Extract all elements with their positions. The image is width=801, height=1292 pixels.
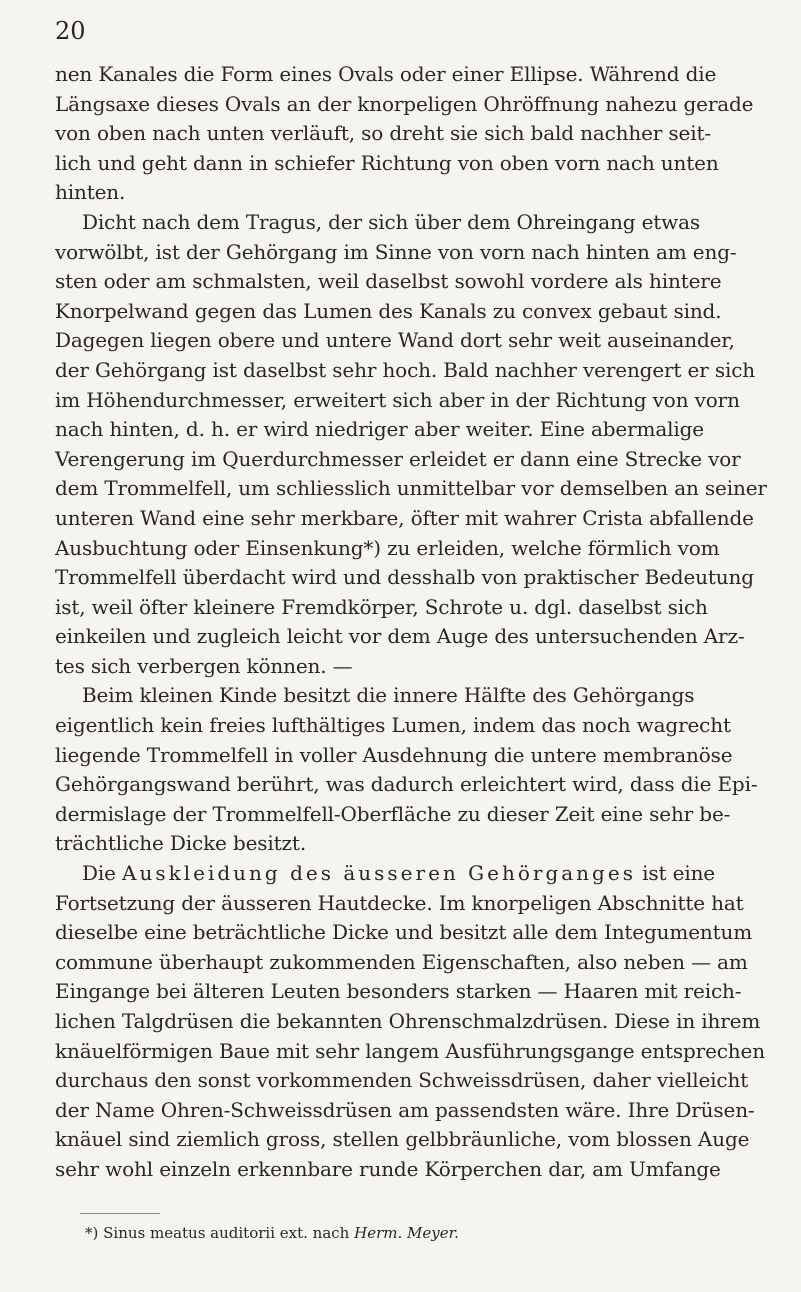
text-line: eigentlich kein freies lufthältiges Lumen, indem das noch wagrecht xyxy=(55,713,731,738)
text-line: nen Kanales die Form eines Ovals oder einer Ellipse. Während die xyxy=(55,62,717,86)
text-line: knäuel sind ziemlich gross, stellen gelbbräunliche, vom blossen Auge xyxy=(55,1127,750,1152)
text-line: der Gehörgang ist daselbst sehr hoch. Bald nachher verengert er sich xyxy=(55,357,755,382)
text-line: trächtliche Dicke besitzt. xyxy=(55,831,307,856)
text-line: dermislage der Trommelfell-Oberfläche zu dieser Zeit eine sehr be- xyxy=(55,801,731,826)
spaced-heading-term: Auskleidung des äusseren Gehörganges xyxy=(122,861,636,886)
text-line: dem Trommelfell, um schliesslich unmittelbar vor demselben an seiner xyxy=(55,476,767,501)
text-line: ist, weil öfter kleinere Fremdkörper, Schrote u. dgl. daselbst sich xyxy=(55,594,708,619)
text-line: Beim kleinen Kinde besitzt die innere Hälfte des Gehörgangs xyxy=(82,683,695,708)
text-line: liegende Trommelfell in voller Ausdehnung die untere membranöse xyxy=(55,742,733,767)
text-line: Längsaxe dieses Ovals an der knorpeligen Ohröffnung nahezu gerade xyxy=(55,91,754,116)
text-line: vorwölbt, ist der Gehörgang im Sinne von vorn nach hinten am eng- xyxy=(55,239,737,264)
body-text xyxy=(55,60,767,1185)
footnote xyxy=(85,1222,459,1244)
text-line: knäuelförmigen Baue mit sehr langem Ausführungsgange entsprechen xyxy=(55,1038,765,1063)
text-line: durchaus den sonst vorkommenden Schweissdrüsen, daher vielleicht xyxy=(55,1068,749,1093)
page-number: 20 xyxy=(55,17,86,45)
text-line: hinten. xyxy=(55,180,126,205)
text-line: lichen Talgdrüsen die bekannten Ohrenschmalzdrüsen. Diese in ihrem xyxy=(55,1009,761,1033)
text-line: unteren Wand eine sehr merkbare, öfter mit wahrer Crista abfallende xyxy=(55,505,754,530)
text-line: im Höhendurchmesser, erweitert sich aber in der Richtung von vorn xyxy=(55,387,740,412)
text-line: Ausbuchtung oder Einsenkung*) zu erleiden, welche förmlich vom xyxy=(55,535,720,560)
text-line: tes sich verbergen können. — xyxy=(55,653,353,678)
text-line: Fortsetzung der äusseren Hautdecke. Im knorpeligen Abschnitte hat xyxy=(55,890,744,915)
text-line: Knorpelwand gegen das Lumen des Kanals zu convex gebaut sind. xyxy=(55,298,722,323)
text-line: Eingange bei älteren Leuten besonders starken — Haaren mit reich- xyxy=(55,979,742,1004)
heading-suffix: ist eine xyxy=(635,861,715,886)
text-line: sten oder am schmalsten, weil daselbst sowohl vordere als hintere xyxy=(55,269,722,294)
footnote-text: *) Sinus meatus auditorii ext. nach xyxy=(85,1224,355,1242)
text-line: Dagegen liegen obere und untere Wand dort sehr weit auseinander, xyxy=(55,328,735,353)
text-line: Verengerung im Querdurchmesser erleidet er dann eine Strecke vor xyxy=(55,446,741,471)
section-heading-line xyxy=(55,859,751,889)
footnote-author: Herm. Meyer. xyxy=(354,1224,459,1242)
text-line: von oben nach unten verläuft, so dreht sie sich bald nachher seit- xyxy=(55,121,711,146)
text-line: dieselbe eine beträchtliche Dicke und besitzt alle dem Integumentum xyxy=(55,920,753,945)
text-line: lich und geht dann in schiefer Richtung von oben vorn nach unten xyxy=(55,150,719,175)
text-line: commune überhaupt zukommenden Eigenschaften, also neben — am xyxy=(55,949,748,974)
text-line: Dicht nach dem Tragus, der sich über dem Ohreingang etwas xyxy=(82,209,701,234)
footnote-rule xyxy=(80,1213,160,1214)
text-line: einkeilen und zugleich leicht vor dem Auge des untersuchenden Arz- xyxy=(55,624,745,649)
heading-prefix: Die xyxy=(82,861,123,886)
text-line: sehr wohl einzeln erkennbare runde Körperchen dar, am Umfange xyxy=(55,1156,721,1181)
text-line: nach hinten, d. h. er wird niedriger aber weiter. Eine abermalige xyxy=(55,417,704,442)
text-line: der Name Ohren-Schweissdrüsen am passendsten wäre. Ihre Drüsen- xyxy=(55,1097,755,1122)
text-line: Trommelfell überdacht wird und desshalb von praktischer Bedeutung xyxy=(55,565,754,590)
text-line: Gehörgangswand berührt, was dadurch erleichtert wird, dass die Epi- xyxy=(55,772,758,797)
